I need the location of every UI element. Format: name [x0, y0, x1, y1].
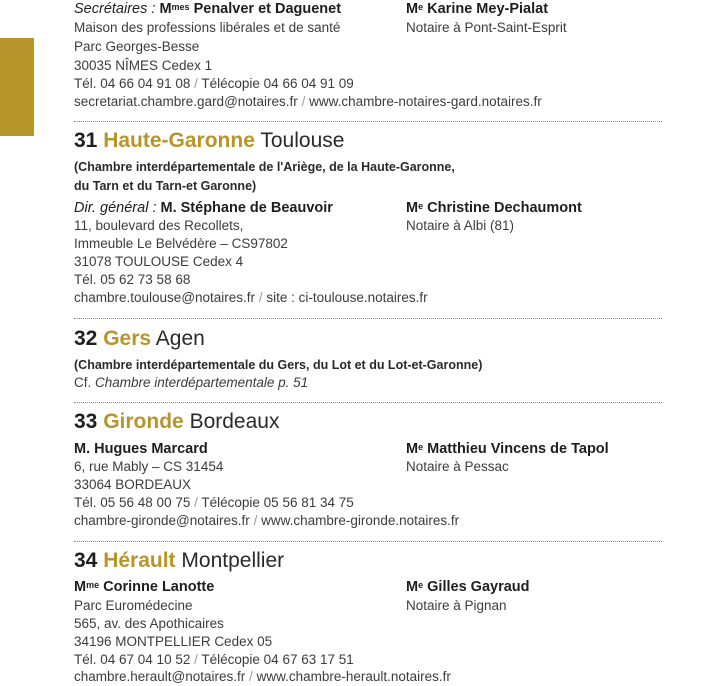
gers-reference: [74, 374, 308, 392]
hg-web-link[interactable]: site : ci-toulouse.notaires.fr: [266, 290, 428, 305]
department-name: Hérault: [103, 549, 176, 572]
gironde-contact-line: [74, 512, 459, 530]
section-heading-34: [74, 549, 284, 573]
city-name: Toulouse: [260, 129, 345, 152]
section-tab-marker: [0, 38, 34, 136]
gironde-tel: Tél. 05 56 48 00 75: [74, 495, 191, 510]
hg-notary-name: Me Christine Dechaumont: [406, 200, 582, 216]
hg-tel: Tél. 05 62 73 58 68: [74, 272, 191, 287]
herault-contact-line: [74, 668, 451, 686]
gers-note: (Chambre interdépartementale du Gers, du Lot et du Lot-et-Garonne): [74, 358, 483, 372]
gironde-notary-place: Notaire à Pessac: [406, 459, 509, 474]
gard-address-line: 30035 NÎMES Cedex 1: [74, 58, 213, 73]
gard-secretaires: [74, 0, 341, 18]
herault-phone-line: [74, 651, 354, 669]
secretaires-title-sup: mes: [171, 2, 190, 12]
gard-address-line: Parc Georges-Besse: [74, 39, 200, 54]
department-name: Gironde: [103, 410, 184, 433]
herault-address-line: 34196 MONTPELLIER Cedex 05: [74, 634, 273, 649]
section-divider: [74, 121, 662, 122]
gironde-contact-name: M. Hugues Marcard: [74, 441, 208, 457]
gironde-email-link[interactable]: chambre-gironde@notaires.fr: [74, 513, 250, 528]
department-name: Haute-Garonne: [103, 129, 255, 152]
section-number: 31: [74, 129, 98, 152]
herault-web-link[interactable]: www.chambre-herault.notaires.fr: [256, 669, 451, 684]
separator: /: [194, 652, 198, 667]
herault-address-line: 565, av. des Apothicaires: [74, 616, 224, 631]
hg-notary-place: Notaire à Albi (81): [406, 218, 515, 233]
hg-email-link[interactable]: chambre.toulouse@notaires.fr: [74, 290, 256, 305]
separator: /: [258, 290, 263, 305]
hg-contact: [74, 199, 333, 217]
hg-contact-line: [74, 289, 428, 307]
gironde-notary-name: Me Matthieu Vincens de Tapol: [406, 441, 609, 457]
section-heading-32: [74, 327, 205, 351]
hg-note-line: (Chambre interdépartementale de l'Ariège, de la Haute-Garonne,: [74, 160, 455, 174]
secretaires-label: Secrétaires :: [74, 1, 156, 17]
gard-phone-line: [74, 75, 354, 93]
gironde-address-line: 6, rue Mably – CS 31454: [74, 459, 224, 474]
gironde-phone-line: [74, 494, 354, 512]
separator: /: [194, 495, 198, 510]
gard-tel: Tél. 04 66 04 91 08: [74, 76, 191, 91]
contact-name: Corinne Lanotte: [103, 579, 215, 595]
section-heading-33: [74, 410, 279, 434]
section-divider: [74, 541, 662, 542]
section-heading-31: [74, 129, 344, 153]
city-name: Agen: [155, 327, 205, 350]
herault-contact: $M^{me}$ Corinne Lanotte: [74, 579, 215, 595]
section-number: 34: [74, 549, 98, 572]
city-name: Montpellier: [181, 549, 285, 572]
section-number: 33: [74, 410, 98, 433]
secretaires-title: M: [159, 1, 172, 17]
gard-notary-name: Me Karine Mey-Pialat: [406, 1, 549, 17]
gard-fax: Télécopie 04 66 04 91 09: [201, 76, 354, 91]
gard-email-link[interactable]: secretariat.chambre.gard@notaires.fr: [74, 94, 298, 109]
separator: /: [249, 669, 253, 684]
gironde-address-line: 33064 BORDEAUX: [74, 477, 192, 492]
gard-notary-place: Notaire à Pont-Saint-Esprit: [406, 20, 567, 35]
city-name: Bordeaux: [189, 410, 280, 433]
herault-email-link[interactable]: chambre.herault@notaires.fr: [74, 669, 246, 684]
secretaires-names: Penalver et Daguenet: [193, 1, 342, 17]
herault-fax: Télécopie 04 67 63 17 51: [201, 652, 354, 667]
cf-reference: Chambre interdépartementale p. 51: [95, 375, 309, 390]
cf-label: Cf.: [74, 375, 92, 390]
section-divider: [74, 402, 662, 403]
hg-address-line: 11, boulevard des Recollets,: [74, 218, 244, 233]
gard-address-line: Maison des professions libérales et de santé: [74, 20, 341, 35]
separator: /: [253, 513, 258, 528]
hg-address-line: 31078 TOULOUSE Cedex 4: [74, 254, 244, 269]
gard-contact-line: [74, 93, 542, 111]
hg-address-line: Immeuble Le Belvédère – CS97802: [74, 236, 288, 251]
section-divider: [74, 318, 662, 319]
separator: /: [301, 94, 306, 109]
section-number: 32: [74, 327, 98, 350]
herault-tel: Tél. 04 67 04 10 52: [74, 652, 191, 667]
herault-notary-name: Me Gilles Gayraud: [406, 579, 530, 595]
herault-notary-place: Notaire à Pignan: [406, 598, 507, 613]
gard-web-link[interactable]: www.chambre-notaires-gard.notaires.fr: [309, 94, 542, 109]
contact-label: Dir. général :: [74, 200, 157, 216]
contact-name: M. Stéphane de Beauvoir: [160, 200, 333, 216]
herault-address-line: Parc Euromédecine: [74, 598, 193, 613]
hg-note-line: du Tarn et du Tarn-et Garonne): [74, 179, 257, 193]
department-name: Gers: [103, 327, 152, 350]
separator: /: [194, 76, 198, 91]
gironde-web-link[interactable]: www.chambre-gironde.notaires.fr: [261, 513, 460, 528]
gironde-fax: Télécopie 05 56 81 34 75: [201, 495, 354, 510]
